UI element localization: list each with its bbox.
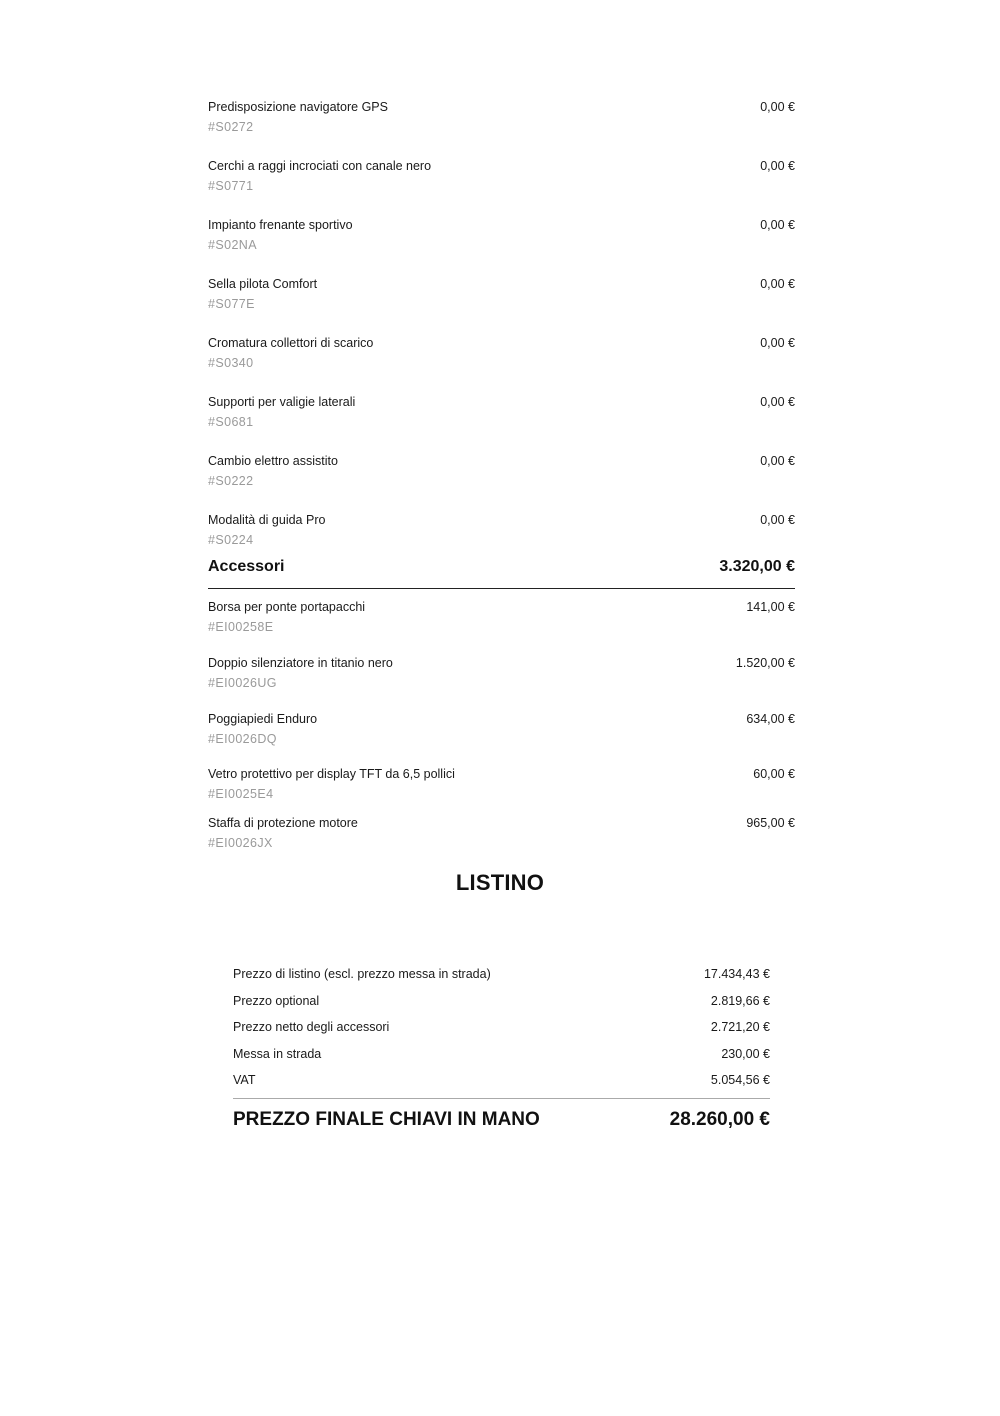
item-name: Supporti per valigie laterali [208, 395, 356, 409]
accessories-section-header [208, 558, 795, 589]
item-code: #EI0025E4 [208, 787, 274, 801]
summary-label: Messa in strada [233, 1047, 322, 1061]
item-price: 141,00 € [746, 600, 795, 614]
summary-label: VAT [233, 1073, 256, 1087]
list-item [208, 336, 795, 380]
list-item [208, 656, 795, 700]
summary-row [233, 1047, 770, 1065]
final-price-label: PREZZO FINALE CHIAVI IN MANO [233, 1109, 540, 1130]
summary-value: 2.819,66 € [710, 994, 770, 1008]
summary-value: 230,00 € [721, 1047, 770, 1061]
item-code: #EI00258E [208, 620, 274, 634]
item-price: 1.520,00 € [735, 656, 795, 670]
summary-row [233, 967, 770, 985]
item-price: 965,00 € [746, 816, 795, 830]
list-item [208, 816, 795, 860]
summary-value: 2.721,20 € [710, 1020, 770, 1034]
item-price: 0,00 € [760, 513, 795, 527]
item-name: Predisposizione navigatore GPS [208, 100, 388, 114]
item-price: 0,00 € [760, 218, 795, 232]
item-price: 0,00 € [760, 395, 795, 409]
item-name: Borsa per ponte portapacchi [208, 600, 366, 614]
item-name: Doppio silenziatore in titanio nero [208, 656, 393, 670]
item-code: #S077E [208, 297, 255, 311]
item-code: #EI0026UG [208, 676, 277, 690]
item-code: #S0681 [208, 415, 254, 429]
item-code: #EI0026DQ [208, 732, 277, 746]
item-price: 0,00 € [760, 277, 795, 291]
list-item [208, 277, 795, 321]
list-item [208, 600, 795, 644]
item-name: Staffa di protezione motore [208, 816, 358, 830]
item-code: #S0272 [208, 120, 254, 134]
item-code: #EI0026JX [208, 836, 273, 850]
item-price: 0,00 € [760, 159, 795, 173]
list-item [208, 159, 795, 203]
item-name: Impianto frenante sportivo [208, 218, 353, 232]
list-item [208, 395, 795, 439]
item-name: Poggiapiedi Enduro [208, 712, 318, 726]
list-item [208, 218, 795, 262]
list-item [208, 513, 795, 557]
summary-row [233, 1073, 770, 1091]
item-price: 634,00 € [746, 712, 795, 726]
item-name: Vetro protettivo per display TFT da 6,5 pollici [208, 767, 455, 781]
summary-row [233, 1020, 770, 1038]
list-item [208, 454, 795, 498]
item-price: 60,00 € [753, 767, 795, 781]
item-price: 0,00 € [760, 336, 795, 350]
summary-label: Prezzo optional [233, 994, 320, 1008]
list-item [208, 767, 795, 811]
page-title: LISTINO [455, 870, 545, 895]
final-price-value: 28.260,00 € [669, 1109, 770, 1130]
summary-row [233, 994, 770, 1012]
item-name: Modalità di guida Pro [208, 513, 326, 527]
item-code: #S0771 [208, 179, 254, 193]
item-price: 0,00 € [760, 100, 795, 114]
item-code: #S0340 [208, 356, 254, 370]
summary-value: 17.434,43 € [703, 967, 770, 981]
item-name: Cambio elettro assistito [208, 454, 338, 468]
section-title: Accessori [208, 558, 285, 575]
item-name: Sella pilota Comfort [208, 277, 318, 291]
summary-label: Prezzo netto degli accessori [233, 1020, 390, 1034]
list-item [208, 712, 795, 756]
section-total: 3.320,00 € [719, 558, 795, 575]
item-code: #S02NA [208, 238, 257, 252]
item-name: Cerchi a raggi incrociati con canale nero [208, 159, 432, 173]
summary-value: 5.054,56 € [710, 1073, 770, 1087]
summary-label: Prezzo di listino (escl. prezzo messa in strada) [233, 967, 491, 981]
item-code: #S0222 [208, 474, 254, 488]
item-name: Cromatura collettori di scarico [208, 336, 374, 350]
final-price-row [233, 1109, 770, 1137]
item-price: 0,00 € [760, 454, 795, 468]
item-code: #S0224 [208, 533, 254, 547]
summary-divider [233, 1098, 770, 1099]
list-item [208, 100, 795, 144]
